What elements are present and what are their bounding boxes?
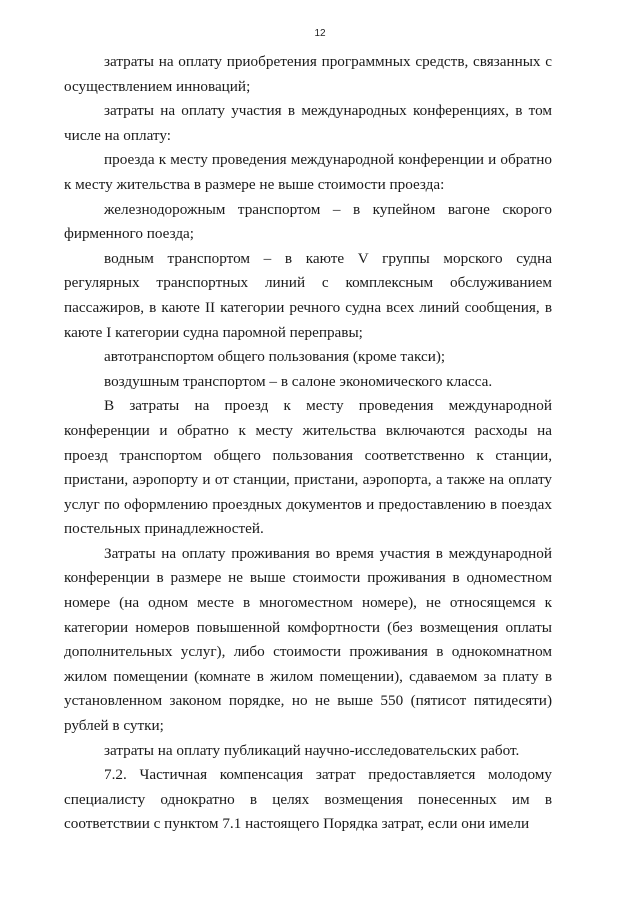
paragraph-auto: автотранспортом общего пользования (кроме такси); [104, 348, 446, 366]
paragraph-conference-costs: затраты на оплату участия в международных конференциях, в том числе на оплату: [64, 102, 552, 144]
paragraph-travel: проезда к месту проведения международной конференции и обратно к месту жительства в размере не выше стоимости проезда: [64, 151, 552, 193]
paragraph-air: воздушным транспортом – в салоне экономического класса. [104, 372, 493, 390]
paragraph-accommodation: Затраты на оплату проживания во время участия в международной конференции в размере не выше стоимости проживания в одноместном номере (на одном месте в многоместном номере), не относящемся к категории номеров повышенной комфортности (без возмещения оплаты дополнительных услуг), либо стоимости проживания в однокомнатном жилом помещении (комнате в жилом помещении), сдаваемом за плату в установленном законом порядке, но не выше 550 (пятисот пятидесяти) рублей в сутки; [64, 544, 552, 735]
paragraph-water: водным транспортом – в каюте V группы морского судна регулярных транспортных линий с комплексным обслуживанием пассажиров, в каюте II категории речного судна всех линий сообщения, в каюте I категории судна паромной переправы; [64, 249, 552, 341]
paragraph-rail: железнодорожным транспортом – в купейном вагоне скорого фирменного поезда; [64, 200, 552, 243]
paragraph-section-7-2: 7.2. Частичная компенсация затрат предоставляется молодому специалисту однократно в целях возмещения понесенных им в соответствии с пунктом 7.1 настоящего Порядка затрат, если они имели [64, 766, 552, 833]
paragraph-software-costs: затраты на оплату приобретения программных средств, связанных с осуществлением инноваций; [64, 53, 552, 95]
page-number: 12 [314, 28, 326, 39]
paragraph-publications: затраты на оплату публикаций научно-исследовательских работ. [104, 741, 520, 759]
document-body [64, 50, 552, 837]
paragraph-travel-included: В затраты на проезд к месту проведения международной конференции и обратно к месту жительства включаются расходы на проезд транспортом общего пользования соответственно к станции, пристани, аэропорту и от станции, пристани, аэропорта, а также на оплату услуг по оформлению проездных документов и предоставлению в поездах постельных принадлежностей. [64, 397, 552, 538]
